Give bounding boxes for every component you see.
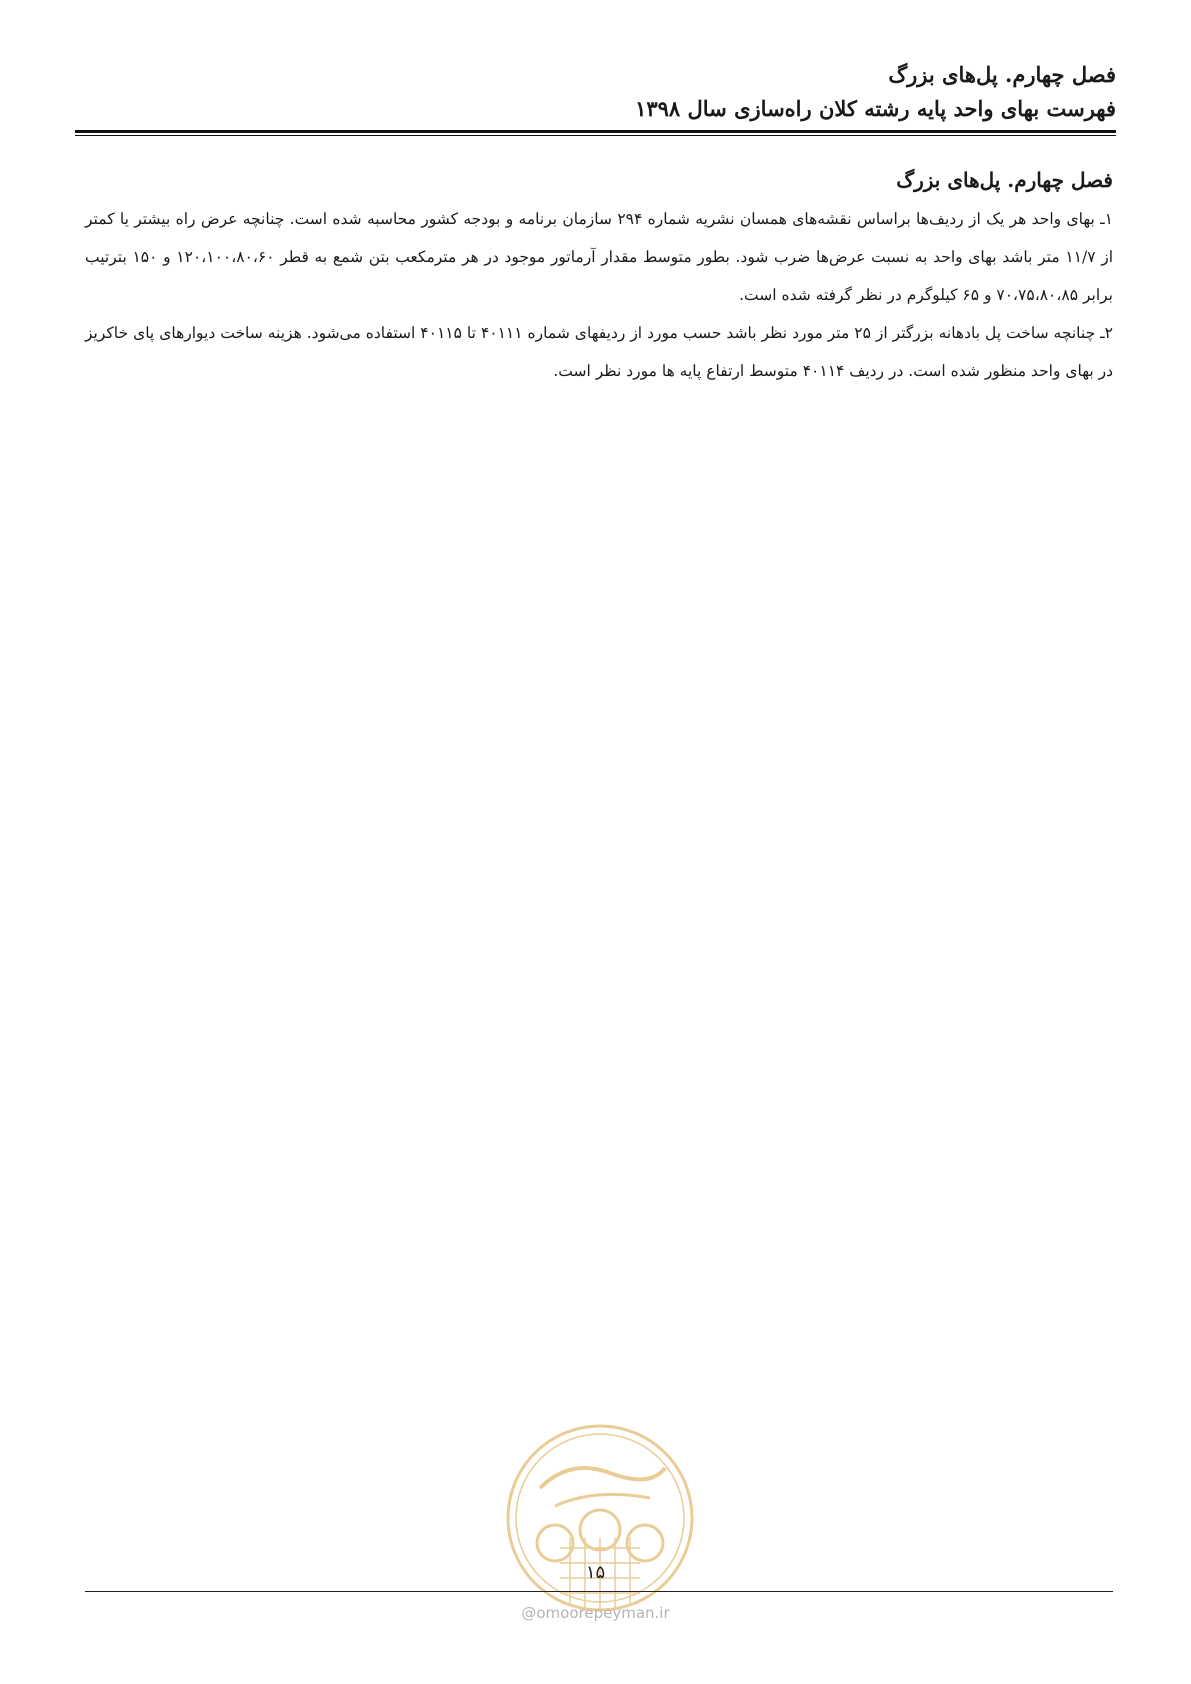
page-header	[75, 58, 1116, 126]
section-title: فصل چهارم. پل‌های بزرگ	[896, 168, 1113, 192]
logo-watermark-icon	[500, 1418, 700, 1618]
header-rule-thick	[75, 130, 1116, 133]
paragraph-1: ۱ـ بهای واحد هر یک از ردیف‌ها براساس نقشه‌های همسان نشریه شماره ۲۹۴ سازمان برنامه و بودجه کشور محاسبه شده است. چنانچه عرض راه بیشتر یا کمتر از ۱۱/۷ متر باشد بهای واحد به نسبت عرض‌ها ضرب شود. بطور متوسط مقدار آرماتور موجود در هر مترمکعب بتن شمع به قطر ۱۲۰،۱۰۰،۸۰،۶۰ و ۱۵۰ بترتیب برابر ۷۰،۷۵،۸۰،۸۵ و ۶۵ کیلوگرم در نظر گرفته شده است.	[85, 210, 1113, 304]
header-rule-thin	[75, 135, 1116, 136]
chapter-heading: فصل چهارم. پل‌های بزرگ	[888, 62, 1116, 87]
document-subtitle: فهرست بهای واحد پایه رشته کلان راه‌سازی سال ۱۳۹۸	[635, 96, 1116, 121]
footer-rule	[85, 1591, 1113, 1592]
website-watermark: @omoorepeyman.ir	[521, 1604, 670, 1622]
paragraph-2: ۲ـ چنانچه ساخت پل بادهانه بزرگتر از ۲۵ متر مورد نظر باشد حسب مورد از ردیفهای شماره ۴۰۱۱۱ تا ۴۰۱۱۵ استفاده می‌شود. هزینه ساخت دیوارهای پای خاکریز در بهای واحد منظور شده است. در ردیف ۴۰۱۱۴ متوسط ارتفاع پایه ها مورد نظر است.	[85, 324, 1113, 380]
page-number: ۱۵	[585, 1562, 606, 1583]
main-content	[85, 162, 1113, 390]
